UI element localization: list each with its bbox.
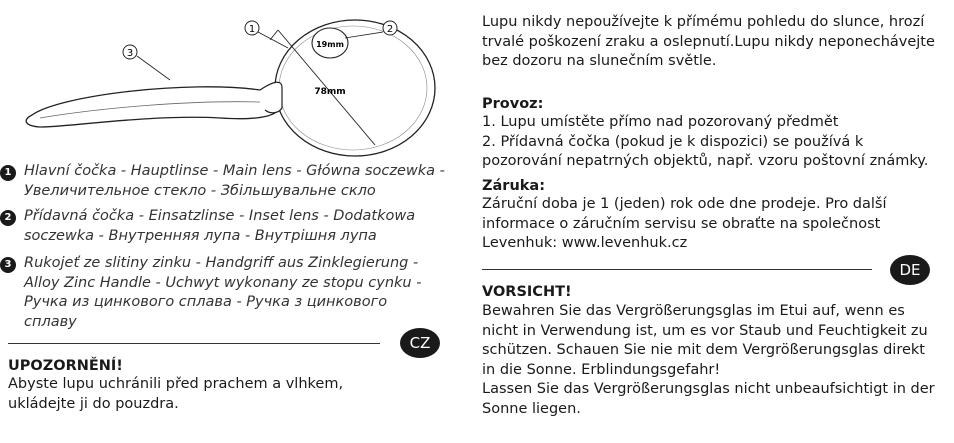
- cz-warning-title: UPOZORNĚNÍ!: [8, 358, 123, 374]
- cz-warning-text: Abyste lupu uchránili před prachem a vlhkem, ukládejte ji do pouzdra.: [8, 376, 344, 412]
- main-lens: [275, 20, 435, 156]
- main-size-label: 78mm: [314, 87, 346, 97]
- cz-warranty-title: Záruka:: [482, 178, 545, 194]
- cz-divider: [8, 343, 380, 344]
- handle-shape: [26, 87, 280, 127]
- cz-operation-text: 1. Lupu umístěte přímo nad pozorovaný předmět 2. Přídavná čočka (pokud je k dispozici) se používá k pozorování nepatrných objektů, např. vzoru poštovní známky.: [482, 114, 929, 170]
- magnifier-diagram: [20, 10, 450, 160]
- legend-text-main-lens: Hlavní čočka - Hauptlinse - Main lens - Główna soczewka - Увеличительное стекло - Збільшувальне скло: [24, 163, 445, 199]
- legend-text-inset-lens: Přídavná čočka - Einsatzlinse - Inset lens - Dodatkowa soczewka - Внутренняя лупа - Внутрішня лупа: [24, 208, 416, 244]
- cz-warranty-text: Záruční doba je 1 (jeden) rok ode dne prodeje. Pro další informace o záručním servisu se obraťte na společnost Levenhuk: www.levenhuk.cz: [482, 196, 887, 252]
- legend-number-3: 3: [0, 257, 16, 273]
- cz-sun-warning: Lupu nikdy nepoužívejte k přímému pohledu do slunce, hrozí trvalé poškození zraku a oslepnutí.Lupu nikdy neponechávejte bez dozoru na slunečním světle.: [482, 14, 935, 70]
- callout-3: 3: [126, 48, 134, 59]
- cz-operation-title: Provoz:: [482, 96, 544, 112]
- legend-number-1: 1: [0, 165, 16, 181]
- de-warning-text: Bewahren Sie das Vergrößerungsglas im Etui auf, wenn es nicht in Verwendung ist, um es vor Staub und Feuchtigkeit zu schützen. Schauen Sie nie mit dem Vergrößerungsglas direkt in die Sonne. Erblindungsgefahr! Lassen Sie das Vergrößerungsglas nicht unbeaufsichtigt in der Sonne liegen.: [482, 303, 935, 417]
- legend-number-2: 2: [0, 210, 16, 226]
- legend-text-handle: Rukojeť ze slitiny zinku - Handgriff aus Zinklegierung - Alloy Zinc Handle - Uchwyt wykonany ze stopu cynku - Ручка из цинкового сплава - Ручка з цинкового сплаву: [24, 255, 422, 330]
- callout-2: 2: [386, 24, 394, 35]
- cz-language-badge: CZ: [400, 328, 440, 358]
- inset-size-label: 19mm: [316, 40, 344, 49]
- de-divider: [482, 269, 872, 270]
- de-warning-title: VORSICHT!: [482, 284, 572, 300]
- callout-1: 1: [248, 24, 256, 35]
- de-language-badge: DE: [890, 255, 930, 285]
